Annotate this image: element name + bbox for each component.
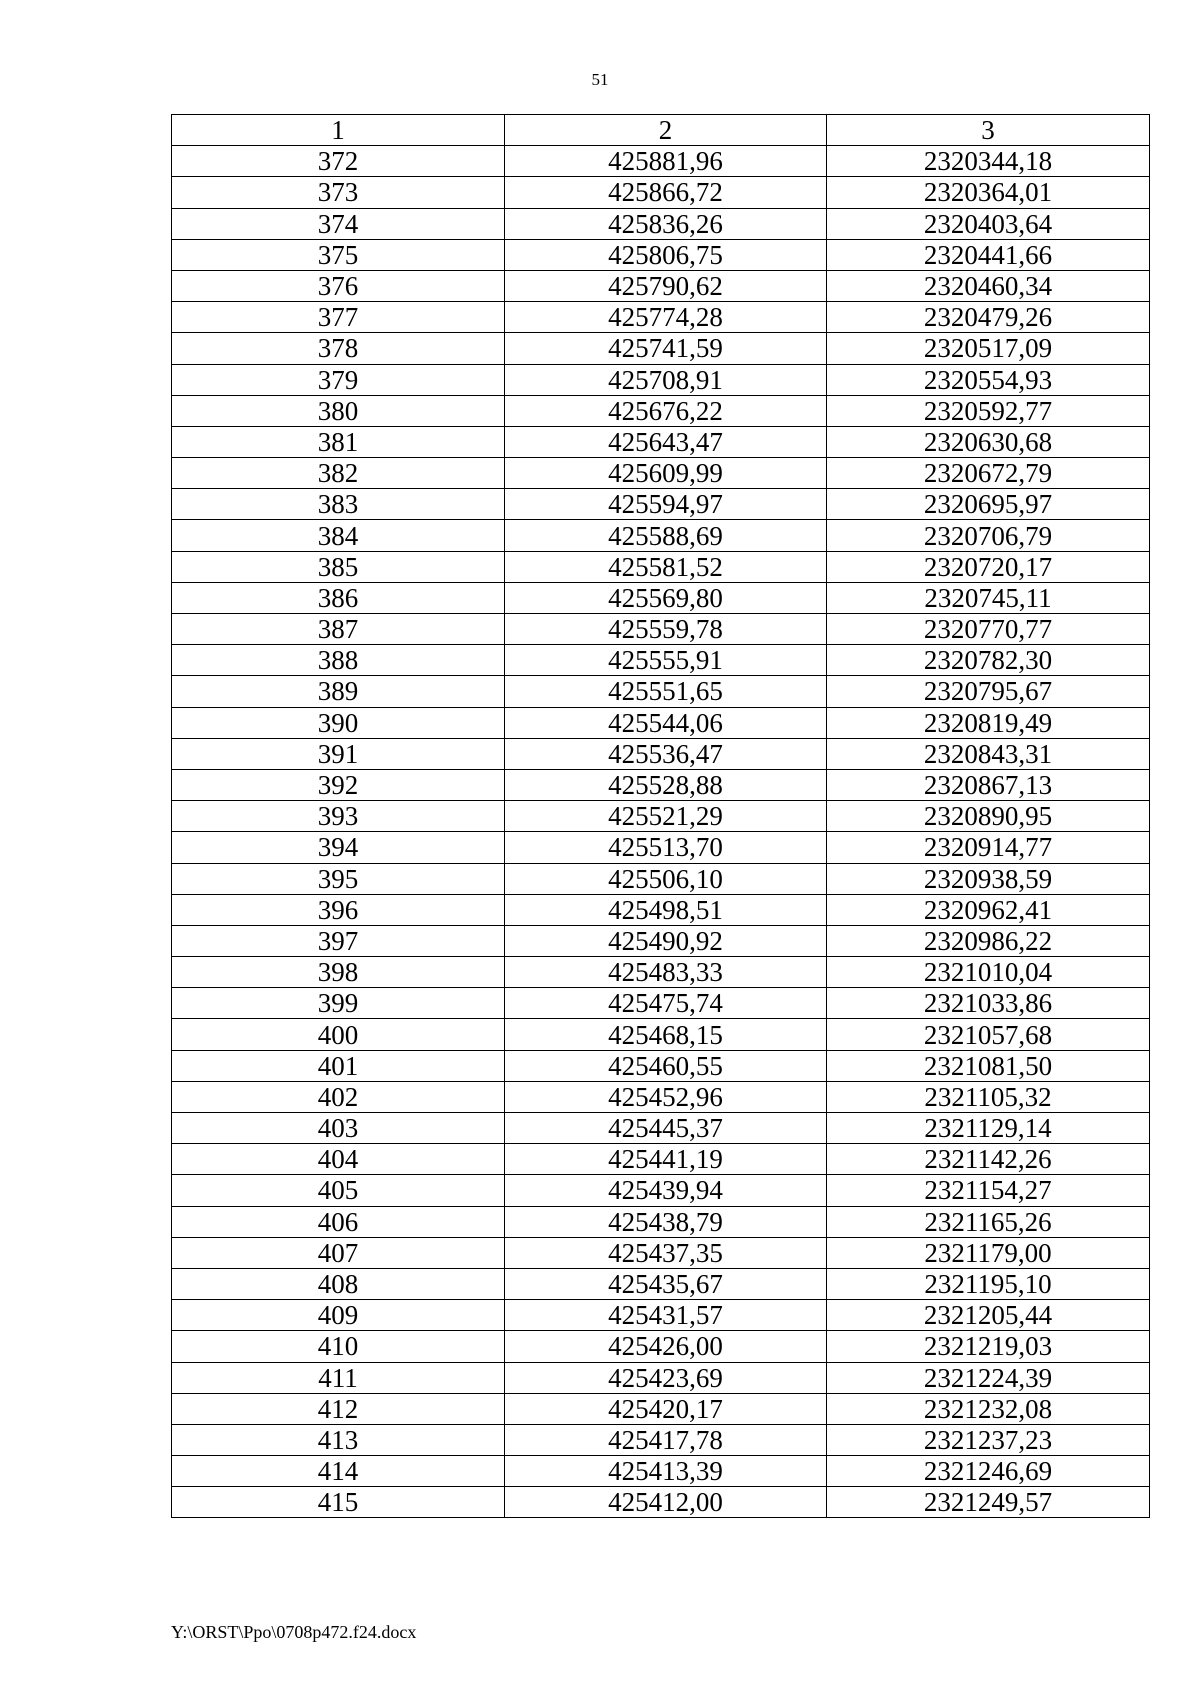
point-number-cell: 383: [172, 489, 505, 520]
y-coordinate-cell: 2320962,41: [827, 894, 1150, 925]
point-number-cell: 380: [172, 395, 505, 426]
point-number-cell: 402: [172, 1081, 505, 1112]
point-number-cell: 382: [172, 458, 505, 489]
y-coordinate-cell: 2320986,22: [827, 925, 1150, 956]
point-number-cell: 399: [172, 988, 505, 1019]
point-number-cell: 404: [172, 1144, 505, 1175]
y-coordinate-cell: 2321179,00: [827, 1237, 1150, 1268]
point-number-cell: 403: [172, 1113, 505, 1144]
x-coordinate-cell: 425439,94: [505, 1175, 827, 1206]
point-number-cell: 391: [172, 738, 505, 769]
point-number-cell: 392: [172, 769, 505, 800]
y-coordinate-cell: 2321033,86: [827, 988, 1150, 1019]
table-row: [172, 1300, 1150, 1331]
point-number-cell: 398: [172, 957, 505, 988]
x-coordinate-cell: 425555,91: [505, 645, 827, 676]
x-coordinate-cell: 425417,78: [505, 1424, 827, 1455]
y-coordinate-cell: 2321010,04: [827, 957, 1150, 988]
x-coordinate-cell: 425836,26: [505, 208, 827, 239]
x-coordinate-cell: 425437,35: [505, 1237, 827, 1268]
point-number-cell: 394: [172, 832, 505, 863]
table-row: [172, 333, 1150, 364]
y-coordinate-cell: 2320364,01: [827, 177, 1150, 208]
point-number-cell: 411: [172, 1362, 505, 1393]
x-coordinate-cell: 425581,52: [505, 551, 827, 582]
x-coordinate-cell: 425426,00: [505, 1331, 827, 1362]
y-coordinate-cell: 2320795,67: [827, 676, 1150, 707]
y-coordinate-cell: 2320706,79: [827, 520, 1150, 551]
table-row: [172, 1144, 1150, 1175]
y-coordinate-cell: 2321142,26: [827, 1144, 1150, 1175]
x-coordinate-cell: 425412,00: [505, 1487, 827, 1518]
point-number-cell: 414: [172, 1456, 505, 1487]
x-coordinate-cell: 425806,75: [505, 239, 827, 270]
y-coordinate-cell: 2320517,09: [827, 333, 1150, 364]
point-number-cell: 412: [172, 1393, 505, 1424]
table-row: [172, 614, 1150, 645]
x-coordinate-cell: 425866,72: [505, 177, 827, 208]
point-number-cell: 384: [172, 520, 505, 551]
table-row: [172, 894, 1150, 925]
x-coordinate-cell: 425609,99: [505, 458, 827, 489]
y-coordinate-cell: 2320479,26: [827, 302, 1150, 333]
table-row: [172, 1456, 1150, 1487]
y-coordinate-cell: 2321219,03: [827, 1331, 1150, 1362]
point-number-cell: 409: [172, 1300, 505, 1331]
point-number-cell: 401: [172, 1050, 505, 1081]
x-coordinate-cell: 425551,65: [505, 676, 827, 707]
table-row: [172, 1019, 1150, 1050]
y-coordinate-cell: 2321165,26: [827, 1206, 1150, 1237]
x-coordinate-cell: 425435,67: [505, 1268, 827, 1299]
y-coordinate-cell: 2320460,34: [827, 270, 1150, 301]
point-number-cell: 386: [172, 582, 505, 613]
y-coordinate-cell: 2320592,77: [827, 395, 1150, 426]
point-number-cell: 376: [172, 270, 505, 301]
table-row: [172, 208, 1150, 239]
y-coordinate-cell: 2320720,17: [827, 551, 1150, 582]
y-coordinate-cell: 2320819,49: [827, 707, 1150, 738]
table-row: [172, 957, 1150, 988]
table-row: [172, 1237, 1150, 1268]
y-coordinate-cell: 2321129,14: [827, 1113, 1150, 1144]
x-coordinate-cell: 425423,69: [505, 1362, 827, 1393]
point-number-cell: 397: [172, 925, 505, 956]
table-row: [172, 1175, 1150, 1206]
point-number-cell: 381: [172, 426, 505, 457]
point-number-cell: 393: [172, 801, 505, 832]
point-number-cell: 372: [172, 146, 505, 177]
column-header: 3: [827, 115, 1150, 146]
table-body: [172, 146, 1150, 1518]
table-row: [172, 801, 1150, 832]
table-row: [172, 863, 1150, 894]
y-coordinate-cell: 2321057,68: [827, 1019, 1150, 1050]
table-row: [172, 1113, 1150, 1144]
table-row: [172, 582, 1150, 613]
y-coordinate-cell: 2320672,79: [827, 458, 1150, 489]
x-coordinate-cell: 425475,74: [505, 988, 827, 1019]
x-coordinate-cell: 425441,19: [505, 1144, 827, 1175]
y-coordinate-cell: 2320554,93: [827, 364, 1150, 395]
x-coordinate-cell: 425569,80: [505, 582, 827, 613]
table-row: [172, 364, 1150, 395]
table-row: [172, 988, 1150, 1019]
x-coordinate-cell: 425445,37: [505, 1113, 827, 1144]
page-number: 51: [591, 70, 609, 89]
y-coordinate-cell: 2321249,57: [827, 1487, 1150, 1518]
table-row: [172, 302, 1150, 333]
y-coordinate-cell: 2320782,30: [827, 645, 1150, 676]
y-coordinate-cell: 2320843,31: [827, 738, 1150, 769]
point-number-cell: 389: [172, 676, 505, 707]
y-coordinate-cell: 2321224,39: [827, 1362, 1150, 1393]
table-row: [172, 458, 1150, 489]
y-coordinate-cell: 2320344,18: [827, 146, 1150, 177]
table-row: [172, 1206, 1150, 1237]
x-coordinate-cell: 425881,96: [505, 146, 827, 177]
point-number-cell: 395: [172, 863, 505, 894]
point-number-cell: 374: [172, 208, 505, 239]
x-coordinate-cell: 425708,91: [505, 364, 827, 395]
x-coordinate-cell: 425506,10: [505, 863, 827, 894]
point-number-cell: 387: [172, 614, 505, 645]
table-row: [172, 270, 1150, 301]
y-coordinate-cell: 2320441,66: [827, 239, 1150, 270]
y-coordinate-cell: 2320938,59: [827, 863, 1150, 894]
x-coordinate-cell: 425468,15: [505, 1019, 827, 1050]
point-number-cell: 379: [172, 364, 505, 395]
table-row: [172, 645, 1150, 676]
point-number-cell: 373: [172, 177, 505, 208]
table-row: [172, 676, 1150, 707]
point-number-cell: 400: [172, 1019, 505, 1050]
table-row: [172, 1393, 1150, 1424]
point-number-cell: 375: [172, 239, 505, 270]
point-number-cell: 390: [172, 707, 505, 738]
table-row: [172, 1268, 1150, 1299]
table-row: [172, 395, 1150, 426]
x-coordinate-cell: 425774,28: [505, 302, 827, 333]
table-row: [172, 239, 1150, 270]
x-coordinate-cell: 425420,17: [505, 1393, 827, 1424]
table-row: [172, 1081, 1150, 1112]
x-coordinate-cell: 425483,33: [505, 957, 827, 988]
x-coordinate-cell: 425643,47: [505, 426, 827, 457]
point-number-cell: 377: [172, 302, 505, 333]
point-number-cell: 415: [172, 1487, 505, 1518]
x-coordinate-cell: 425452,96: [505, 1081, 827, 1112]
point-number-cell: 408: [172, 1268, 505, 1299]
table-row: [172, 769, 1150, 800]
x-coordinate-cell: 425431,57: [505, 1300, 827, 1331]
x-coordinate-cell: 425521,29: [505, 801, 827, 832]
table-row: [172, 1362, 1150, 1393]
x-coordinate-cell: 425413,39: [505, 1456, 827, 1487]
x-coordinate-cell: 425544,06: [505, 707, 827, 738]
x-coordinate-cell: 425498,51: [505, 894, 827, 925]
table-row: [172, 177, 1150, 208]
point-number-cell: 385: [172, 551, 505, 582]
y-coordinate-cell: 2320770,77: [827, 614, 1150, 645]
y-coordinate-cell: 2320695,97: [827, 489, 1150, 520]
point-number-cell: 396: [172, 894, 505, 925]
table-row: [172, 707, 1150, 738]
y-coordinate-cell: 2321205,44: [827, 1300, 1150, 1331]
point-number-cell: 410: [172, 1331, 505, 1362]
y-coordinate-cell: 2320890,95: [827, 801, 1150, 832]
table-row: [172, 1050, 1150, 1081]
y-coordinate-cell: 2321105,32: [827, 1081, 1150, 1112]
table-row: [172, 551, 1150, 582]
point-number-cell: 378: [172, 333, 505, 364]
point-number-cell: 407: [172, 1237, 505, 1268]
x-coordinate-cell: 425490,92: [505, 925, 827, 956]
table-row: [172, 1331, 1150, 1362]
table-row: [172, 426, 1150, 457]
table-row: [172, 738, 1150, 769]
table-row: [172, 489, 1150, 520]
y-coordinate-cell: 2321237,23: [827, 1424, 1150, 1455]
y-coordinate-cell: 2320745,11: [827, 582, 1150, 613]
y-coordinate-cell: 2321154,27: [827, 1175, 1150, 1206]
point-number-cell: 406: [172, 1206, 505, 1237]
table-row: [172, 1487, 1150, 1518]
point-number-cell: 405: [172, 1175, 505, 1206]
table-row: [172, 832, 1150, 863]
x-coordinate-cell: 425559,78: [505, 614, 827, 645]
y-coordinate-cell: 2320630,68: [827, 426, 1150, 457]
x-coordinate-cell: 425676,22: [505, 395, 827, 426]
x-coordinate-cell: 425528,88: [505, 769, 827, 800]
x-coordinate-cell: 425790,62: [505, 270, 827, 301]
point-number-cell: 388: [172, 645, 505, 676]
x-coordinate-cell: 425438,79: [505, 1206, 827, 1237]
column-header: 2: [505, 115, 827, 146]
table-row: [172, 1424, 1150, 1455]
table-row: [172, 520, 1150, 551]
table-row: [172, 925, 1150, 956]
y-coordinate-cell: 2320914,77: [827, 832, 1150, 863]
y-coordinate-cell: 2321246,69: [827, 1456, 1150, 1487]
x-coordinate-cell: 425588,69: [505, 520, 827, 551]
y-coordinate-cell: 2321195,10: [827, 1268, 1150, 1299]
x-coordinate-cell: 425460,55: [505, 1050, 827, 1081]
footer-file-path: Y:\ORST\Ppo\0708p472.f24.docx: [171, 1622, 417, 1642]
x-coordinate-cell: 425594,97: [505, 489, 827, 520]
y-coordinate-cell: 2321232,08: [827, 1393, 1150, 1424]
y-coordinate-cell: 2320867,13: [827, 769, 1150, 800]
column-header: 1: [172, 115, 505, 146]
table-row: [172, 146, 1150, 177]
x-coordinate-cell: 425513,70: [505, 832, 827, 863]
x-coordinate-cell: 425741,59: [505, 333, 827, 364]
table-header-row: [172, 115, 1150, 146]
x-coordinate-cell: 425536,47: [505, 738, 827, 769]
y-coordinate-cell: 2320403,64: [827, 208, 1150, 239]
y-coordinate-cell: 2321081,50: [827, 1050, 1150, 1081]
point-number-cell: 413: [172, 1424, 505, 1455]
coordinates-table: [171, 114, 1150, 1518]
